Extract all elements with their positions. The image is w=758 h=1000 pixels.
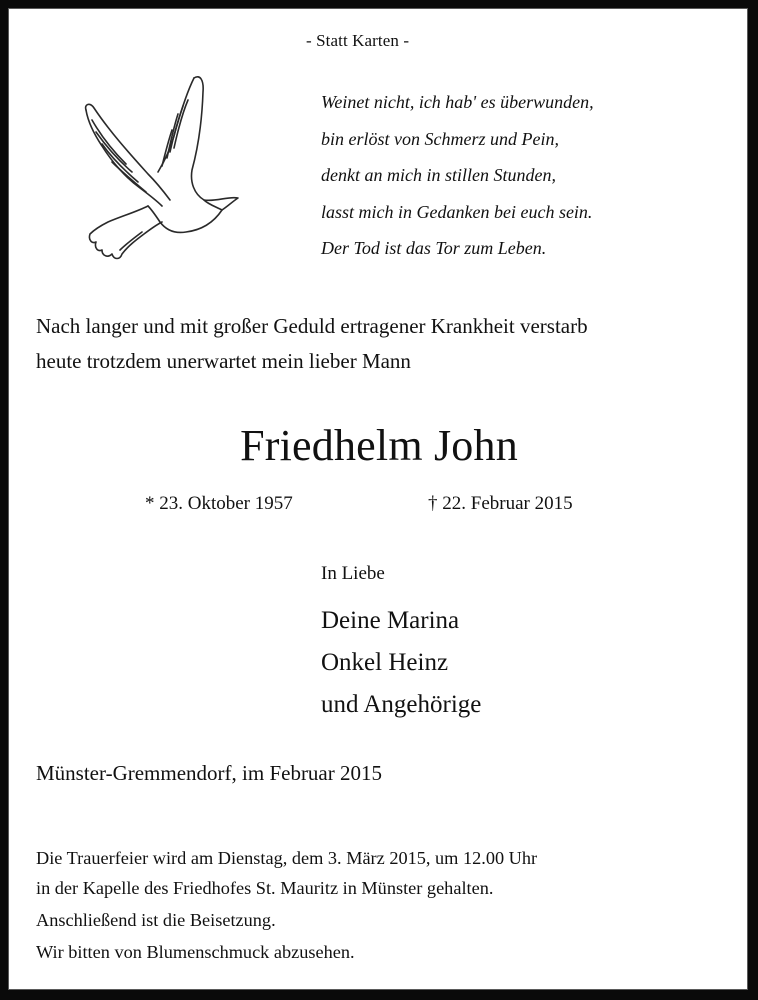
poem-line: Weinet nicht, ich hab' es überwunden,: [321, 92, 594, 112]
mourner-name: Deine Marina: [321, 607, 460, 634]
announcement-line: Nach langer und mit großer Geduld ertragener Krankheit verstarb: [36, 314, 588, 338]
poem-line: denkt an mich in stillen Stunden,: [321, 165, 556, 186]
in-liebe-label: In Liebe: [321, 563, 385, 584]
announcement-text: [36, 309, 588, 379]
place-and-date: Münster-Gremmendorf, im Februar 2015: [36, 761, 382, 785]
dove-icon: [82, 70, 252, 270]
death-date: † 22. Februar 2015: [428, 493, 573, 514]
mourners-list: [321, 600, 481, 726]
funeral-info: [36, 843, 537, 967]
poem: [321, 84, 594, 267]
burial-note: Anschließend ist die Beisetzung.: [36, 910, 276, 930]
funeral-line: in der Kapelle des Friedhofes St. Mauritz in Münster gehalten.: [36, 878, 494, 898]
deceased-name: Friedhelm John: [240, 421, 518, 470]
funeral-line: Die Trauerfeier wird am Dienstag, dem 3. März 2015, um 12.00 Uhr: [36, 848, 538, 868]
flowers-note: Wir bitten von Blumenschmuck abzusehen.: [36, 942, 355, 962]
statt-karten-label: - Statt Karten -: [306, 31, 410, 50]
birth-date: * 23. Oktober 1957: [145, 493, 293, 514]
announcement-line: heute trotzdem unerwartet mein lieber Mann: [36, 349, 411, 373]
poem-line: lasst mich in Gedanken bei euch sein.: [321, 201, 593, 222]
mourner-name: Onkel Heinz: [321, 649, 449, 676]
poem-line: Der Tod ist das Tor zum Leben.: [321, 238, 547, 259]
poem-line: bin erlöst von Schmerz und Pein,: [321, 128, 559, 149]
mourner-name: und Angehörige: [321, 691, 482, 718]
